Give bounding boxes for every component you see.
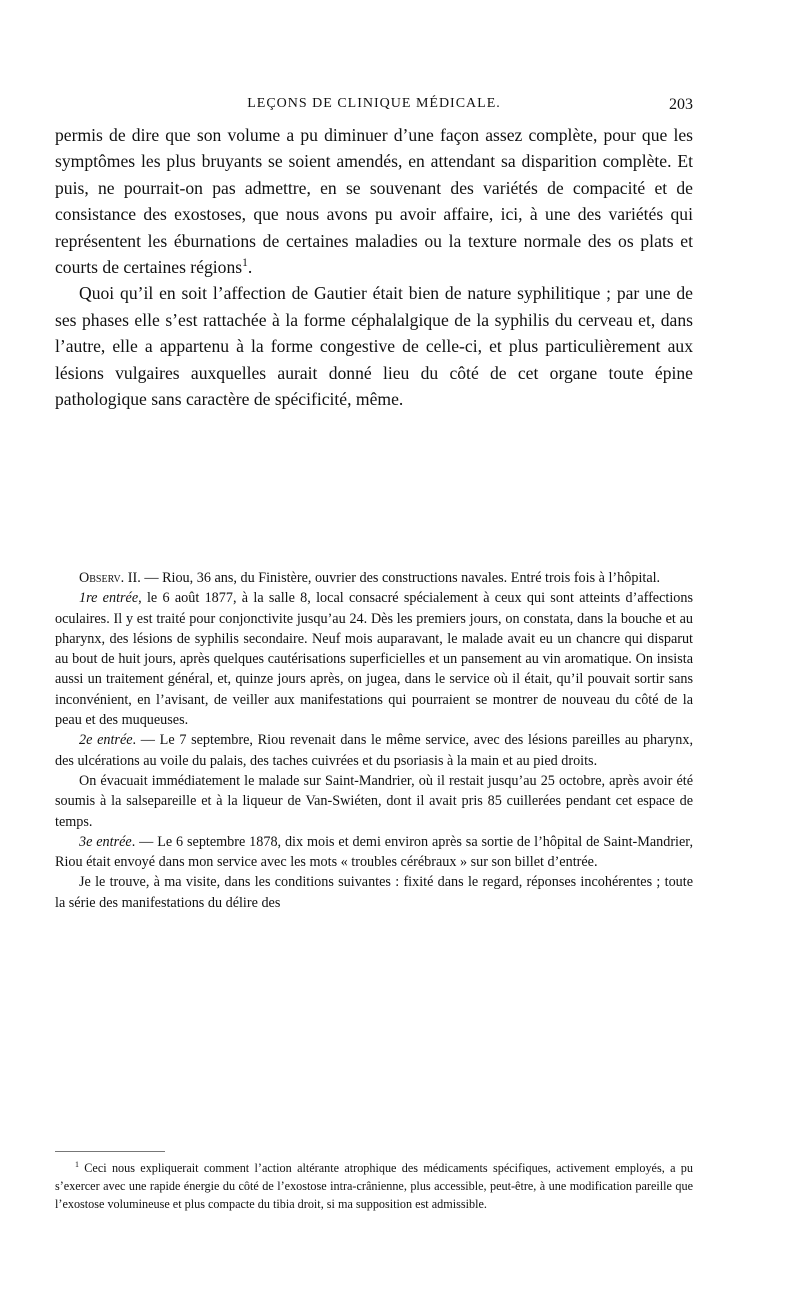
footnote-divider — [55, 1151, 165, 1152]
page-header — [55, 96, 693, 118]
second-entry-label: 2e entrée — [79, 732, 133, 749]
third-entry-label: 3e entrée — [79, 833, 132, 850]
main-text — [55, 122, 693, 412]
footnote-reference: 1 — [242, 257, 248, 270]
second-entry — [55, 730, 693, 771]
evacuation-paragraph: On évacuait immédiatement le malade sur Saint-Mandrier, où il restait jusqu’au 25 octobre, après avoir été soumis à la salsepareille et à la liqueur de Van-Swiéten, dont il avait pris 85 cuillerées pendant cet espace de temps. — [55, 772, 693, 830]
paragraph-gautier: Quoi qu’il en soit l’affection de Gautier était bien de nature syphilitique ; par une de ses phases elle s’est rattachée à la forme céphalalgique de la syphilis du cerveau et, dans l’autre, elle a appartenu à la forme congestive de celle-ci, et plus particulièrement aux lésions vulgaires auxquelles aurait donné lieu du côté de cet organe toute épine pathologique sans caractère de spécificité, même. — [55, 283, 693, 410]
first-entry — [55, 588, 693, 730]
third-entry — [55, 832, 693, 873]
observation-label: Observ. II. — [79, 570, 141, 586]
first-entry-text: , le 6 août 1877, à la salle 8, local consacré spécialement à ceux qui sont atteints d’affections oculaires. Il y est traité pour conjonctivite jusqu’au 24. Dès les premiers jours, on constata, dans la bouche et au pharynx, des lésions de syphilis secondaire. Neuf mois auparavant, le malade avait eu un chancre qui disparut au bout de huit jours, après quelques cautérisations superficielles et un pansement au vin aromatique. On insista aussi un traitement général, et, quinze jours après, on jugea, dans le service où il était, qu’il pouvait sortir sans inconvénient, en l’avisant, de veiller aux manifestations qui pourraient se montrer de nouveau du côté de la peau et des muqueuses. — [55, 590, 693, 729]
second-entry-text: . — Le 7 septembre, Riou revenait dans le même service, avec des lésions pareilles au pharynx, des ulcérations au voile du palais, des taches cuivrées et du psoriasis à la main et au pied droits. — [55, 732, 694, 769]
footnote-paragraph — [55, 1160, 693, 1213]
paragraph-exostosis — [55, 122, 693, 280]
third-entry-text: . — Le 6 septembre 1878, dix mois et demi environ après sa sortie de l’hôpital de Saint-Mandrier, Riou était envoyé dans mon service avec les mots « troubles cérébraux » sur son billet d’entrée. — [55, 833, 693, 871]
footnote-text: Ceci nous expliquerait comment l’action altérante atrophique des médicaments spécifiques, activement employés, a pu s’exercer avec une rapide énergie du côté de l’exostose intra-crânienne, plus accessible, peut-être, à une modification pareille que l’exostose volumineuse et plus compacte du tibia droit, si ma supposition est admissible. — [55, 1161, 693, 1211]
running-title: LEÇONS DE CLINIQUE MÉDICALE. — [247, 96, 501, 111]
first-entry-label: 1re entrée — [79, 590, 139, 607]
observation-intro — [55, 568, 693, 588]
observation-intro-text: — Riou, 36 ans, du Finistère, ouvrier des constructions navales. Entré trois fois à l’hôpital. — [140, 570, 661, 586]
paragraph-end: . — [247, 257, 253, 278]
page-number: 203 — [669, 96, 693, 113]
footnote-marker: 1 — [75, 1159, 79, 1169]
observation-section — [55, 568, 693, 913]
visit-paragraph: Je le trouve, à ma visite, dans les conditions suivantes : fixité dans le regard, réponses incohérentes ; toute la série des manifestations du délire des — [55, 874, 693, 911]
footnote — [55, 1160, 693, 1213]
paragraph-text: permis de dire que son volume a pu diminuer d’une façon assez complète, pour que les symptômes les plus bruyants se soient amendés, en attendant sa disparition complète. Et puis, ne pourrait-on pas admettre, en se souvenant des variétés de compacité et de consistance des exostoses, que nous avons pu avoir affaire, ici, à une des variétés qui représentent les éburnations de certaines maladies ou la texture normale des os plats et courts de certaines régions — [55, 125, 693, 278]
